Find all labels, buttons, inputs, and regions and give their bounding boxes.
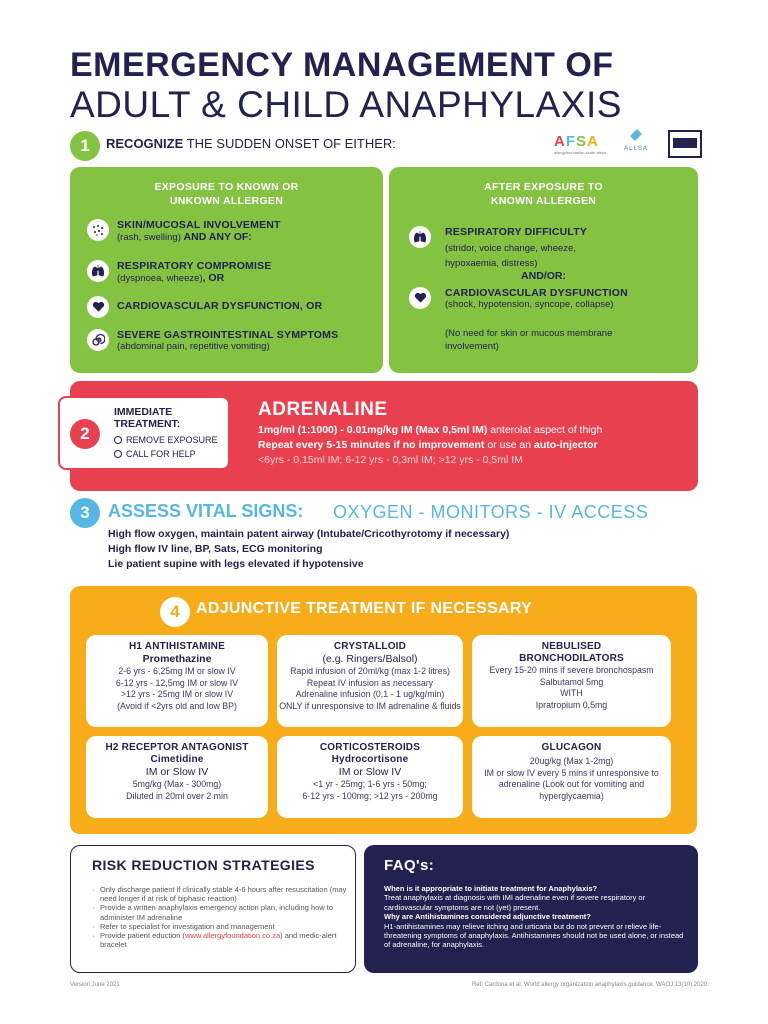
risk-item: · Refer to specialist for investigation and management bbox=[92, 922, 347, 931]
symptom-respiratory-title: RESPIRATORY COMPROMISE bbox=[117, 260, 272, 272]
immediate-line-2: TREATMENT: bbox=[114, 418, 181, 430]
symptom-skin-sub: (rash, swelling) bbox=[117, 232, 181, 243]
immediate-treatment-title bbox=[114, 406, 180, 430]
left-heading-line-2: UNKOWN ALLERGEN bbox=[169, 195, 284, 207]
dose-rest: anterolat aspect of thigh bbox=[487, 424, 603, 436]
auto-injector-text: auto-injector bbox=[534, 439, 598, 451]
step-3-title: ASSESS VITAL SIGNS: bbox=[108, 501, 304, 521]
cardio-right-sub: (shock, hypotension, syncope, collapse) bbox=[445, 299, 614, 310]
allsa-logo bbox=[616, 128, 656, 152]
stomach-spiral-icon bbox=[87, 329, 109, 351]
risk-title: RISK REDUCTION STRATEGIES bbox=[92, 857, 315, 873]
ages-text: <6yrs - 0,15ml IM; 6-12 yrs - 0,3ml IM; >12 yrs - 0,5ml IM bbox=[258, 454, 523, 466]
adrenaline-repeat bbox=[258, 439, 598, 451]
repeat-bold: Repeat every 5-15 minutes if no improvement bbox=[258, 439, 485, 451]
card-line: IM or Slow IV bbox=[338, 766, 402, 778]
step-1-label-rest: THE SUDDEN ONSET OF EITHER: bbox=[186, 136, 396, 151]
society-logo bbox=[668, 130, 702, 158]
action-2-label: CALL FOR HELP bbox=[126, 449, 196, 459]
resp-difficulty-sub-2: hypoxaemia, distress) bbox=[445, 258, 538, 269]
allergy-foundation-link[interactable]: www.allergyfoundation.co.za bbox=[185, 931, 281, 941]
version-label: Version June 2021 bbox=[70, 982, 120, 988]
card-line: Ipratropium 0,5mg bbox=[535, 699, 608, 710]
call-help-icon bbox=[114, 450, 122, 458]
allsa-diamond-icon bbox=[630, 129, 642, 141]
symptom-gastro bbox=[87, 329, 338, 352]
faq-question-1: When is it appropriate to initiate treatment for Anaphylaxis? bbox=[384, 884, 598, 893]
symptom-gastro-title: SEVERE GASTROINTESTINAL SYMPTOMS bbox=[117, 329, 339, 341]
recognize-left-box bbox=[70, 167, 383, 373]
lungs-icon bbox=[87, 260, 109, 282]
andor-label: AND/OR: bbox=[521, 270, 566, 282]
card-line: Diluted in 20ml over 2 min bbox=[126, 790, 228, 801]
card-line: hyperglycaemia) bbox=[539, 790, 604, 801]
card-line: IM or Slow IV bbox=[145, 766, 209, 778]
card-line: IM or slow IV every 5 mins if unresponsive to bbox=[484, 767, 659, 778]
card-line: 6-12 yrs - 100mg; >12 yrs - 200mg bbox=[302, 790, 438, 801]
adrenaline-dose bbox=[258, 424, 602, 436]
right-heading-line-1: AFTER EXPOSURE TO bbox=[484, 181, 603, 193]
repeat-mid: or use an bbox=[484, 439, 535, 451]
card-line: 2-6 yrs - 6,25mg IM or slow IV bbox=[118, 666, 236, 676]
card-heading: CORTICOSTEROIDS bbox=[319, 742, 421, 753]
risk-list bbox=[92, 885, 347, 949]
right-note-line-2: involvement) bbox=[445, 341, 499, 352]
card-line: 20ug/kg (Max 1-2mg) bbox=[529, 756, 614, 766]
card-line: 5mg/kg (Max - 300mg) bbox=[132, 779, 222, 789]
risk-last-suffix: ) and medic-alert bracelet bbox=[100, 931, 337, 950]
card-h2-antagonist bbox=[86, 736, 268, 818]
card-line: adrenaline (Look out for vomiting and bbox=[498, 779, 645, 789]
title-line-2: ADULT & CHILD ANAPHYLAXIS bbox=[70, 84, 622, 125]
dose-bold: 1mg/ml (1:1000) - 0.01mg/kg IM (Max 0,5ml IM) bbox=[258, 424, 488, 436]
recognize-right-box bbox=[389, 167, 698, 373]
card-subheading: Promethazine bbox=[142, 653, 212, 665]
adrenaline-ages bbox=[258, 454, 523, 466]
faq-text bbox=[384, 884, 684, 950]
card-heading: CRYSTALLOID bbox=[333, 641, 407, 652]
card-subheading: Cimetidine bbox=[150, 754, 204, 765]
faq-title: FAQ's: bbox=[384, 857, 435, 874]
card-line: 6-12 yrs - 12,5mg IM or slow IV bbox=[115, 677, 239, 688]
card-line: Every 15-20 mins if severe bronchospasm bbox=[489, 665, 654, 675]
heart-icon bbox=[409, 287, 431, 309]
reference-label: Ref: Cardona et al. World allergy organization anaphylaxis guidance. WAOJ;13(10):2020. bbox=[472, 982, 709, 988]
vital-line-1: High flow oxygen, maintain patent airway (Intubate/Cricothyrotomy if necessary) bbox=[108, 528, 510, 540]
step-3-badge: 3 bbox=[70, 498, 100, 528]
symptom-cardio-right bbox=[409, 287, 628, 310]
card-line: ONLY if unresponsive to IM adrenaline & fluids bbox=[279, 700, 461, 711]
afsa-logo: AFSA bbox=[554, 133, 599, 150]
faq-answer-2: H1-antihistamines may relieve itching and urticaria but do not prevent or relieve life-threatening symptoms of anaphylaxis. Antihistamines should not be used alone, or instead of adrenaline, for anaphylaxis. bbox=[384, 921, 684, 950]
step-1-label-bold: RECOGNIZE bbox=[106, 136, 184, 151]
vital-line-2: High flow IV line, BP, Sats, ECG monitoring bbox=[108, 543, 323, 555]
step-4-title: ADJUNCTIVE TREATMENT IF NECESSARY bbox=[196, 600, 533, 617]
allsa-logo-text: ALLSA bbox=[624, 146, 648, 152]
symptom-respiratory bbox=[87, 260, 272, 284]
card-heading: GLUCAGON bbox=[541, 742, 602, 753]
card-line: (Avoid if <2yrs old and low BP) bbox=[117, 700, 237, 711]
risk-item bbox=[92, 931, 347, 949]
card-heading: H2 RECEPTOR ANTAGONIST bbox=[105, 742, 249, 753]
resp-difficulty-sub-1: (stridor, voice change, wheeze, bbox=[445, 243, 576, 254]
title-line-1: EMERGENCY MANAGEMENT OF bbox=[70, 46, 614, 84]
card-line: >12 yrs - 25mg IM or slow IV bbox=[120, 689, 234, 699]
immediate-line-1: IMMEDIATE bbox=[114, 406, 173, 418]
card-nebulised bbox=[472, 635, 671, 727]
left-heading-line-1: EXPOSURE TO KNOWN OR bbox=[154, 181, 299, 193]
symptom-cardio-title: CARDIOVASCULAR DYSFUNCTION, OR bbox=[117, 300, 323, 312]
step-3-subtitle: OXYGEN - MONITORS - IV ACCESS bbox=[333, 502, 649, 522]
card-line: Repeat IV infusion as necessary bbox=[306, 677, 434, 688]
adrenaline-title: ADRENALINE bbox=[258, 399, 388, 420]
symptom-skin-suffix: AND ANY OF: bbox=[183, 231, 252, 243]
remove-exposure-icon bbox=[114, 436, 122, 444]
symptom-resp-difficulty bbox=[409, 226, 587, 271]
card-heading: NEBULISED bbox=[541, 641, 602, 652]
symptom-skin-title: SKIN/MUCOSAL INVOLVEMENT bbox=[117, 219, 281, 231]
card-subheading: (e.g. Ringers/Balsol) bbox=[322, 653, 418, 665]
faq-question-2: Why are Antihistamines considered adjunctive treatment? bbox=[384, 912, 591, 922]
card-subheading: BRONCHODILATORS bbox=[519, 653, 624, 664]
right-note bbox=[445, 327, 612, 353]
symptom-respiratory-sub: (dyspnoea, wheeze) bbox=[117, 273, 203, 284]
faq-answer-1: Treat anaphylaxis at diagnosis with IMI adrenaline even if severe respiratory or cardiovascular symptoms are not (yet) present. bbox=[384, 893, 646, 912]
action-call-help bbox=[114, 449, 196, 459]
risk-item: · Only discharge patient if clinically stable 4-6 hours after resuscitation (may need longer if at risk of biphasic reaction) bbox=[92, 885, 347, 903]
step-4-badge: 4 bbox=[160, 597, 190, 627]
resp-difficulty-title: RESPIRATORY DIFFICULTY bbox=[445, 226, 588, 238]
heart-icon bbox=[87, 296, 109, 318]
card-line: <1 yr - 25mg; 1-6 yrs - 50mg; bbox=[313, 779, 427, 789]
symptom-respiratory-suffix: , OR bbox=[202, 272, 225, 284]
symptom-cardio bbox=[87, 296, 322, 318]
card-h1-antihistamine bbox=[86, 635, 268, 727]
card-subheading: Hydrocortisone bbox=[331, 754, 409, 765]
card-heading: H1 ANTIHISTAMINE bbox=[129, 641, 225, 652]
skin-icon bbox=[87, 219, 109, 241]
card-glucagon bbox=[472, 736, 671, 818]
afsa-logo-subtitle: allergyfoundation south africa bbox=[554, 150, 607, 155]
step-1-label bbox=[106, 136, 396, 151]
vital-line-3: Lie patient supine with legs elevated if hypotensive bbox=[108, 558, 364, 570]
symptom-gastro-sub: (abdominal pain, repetitive vomiting) bbox=[117, 341, 270, 352]
card-line: Salbutamol 5mg bbox=[539, 676, 604, 687]
right-heading-line-2: KNOWN ALLERGEN bbox=[490, 195, 597, 207]
risk-item: · Provide a written anaphylaxis emergency action plan, including how to administer IM adrenaline bbox=[92, 903, 347, 921]
card-corticosteroids bbox=[277, 736, 463, 818]
action-remove-exposure bbox=[114, 435, 218, 445]
step-1-badge: 1 bbox=[70, 131, 100, 161]
card-line: Adrenaline infusion (0,1 - 1 ug/kg/min) bbox=[295, 689, 445, 699]
card-crystalloid bbox=[277, 635, 463, 727]
step-2-badge: 2 bbox=[70, 419, 100, 449]
risk-last-prefix: Provide patient eduction ( bbox=[100, 931, 186, 941]
action-1-label: REMOVE EXPOSURE bbox=[126, 435, 218, 445]
symptom-skin bbox=[87, 219, 281, 243]
right-note-line-1: (No need for skin or mucous membrane bbox=[445, 328, 613, 339]
lungs-icon bbox=[409, 226, 431, 248]
card-line: Rapid infusion of 20ml/kg (max 1-2 litres) bbox=[290, 666, 450, 676]
cardio-right-title: CARDIOVASCULAR DYSFUNCTION bbox=[445, 287, 628, 299]
card-line: WITH bbox=[560, 688, 583, 698]
